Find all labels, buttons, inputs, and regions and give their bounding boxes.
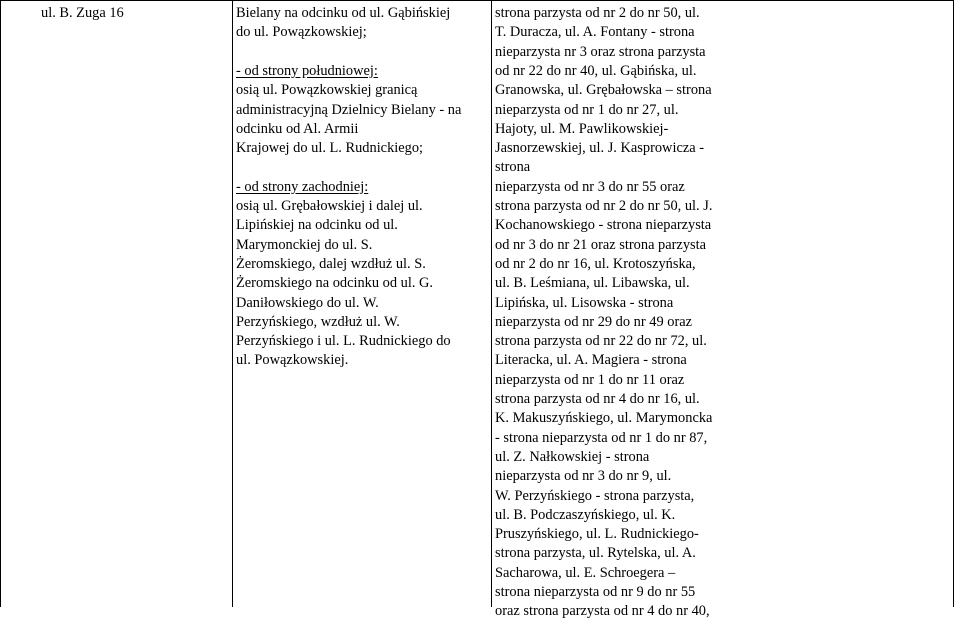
boundary-line: administracyjną Dzielnicy Bielany - na xyxy=(236,101,462,118)
boundary-line: Lipińskiej na odcinku od ul. xyxy=(236,217,398,234)
street-line: nieparzysta od nr 1 do nr 27, ul. xyxy=(495,101,679,118)
boundary-line: Krajowej do ul. L. Rudnickiego; xyxy=(236,140,424,157)
boundary-line: osią ul. Powązkowskiej granicą xyxy=(236,82,418,99)
street-line: nieparzysta nr 3 oraz strona parzysta xyxy=(495,43,706,60)
street-line: Jasnorzewskiej, ul. J. Kasprowicza - xyxy=(495,140,705,157)
boundary-line: - od strony zachodniej: xyxy=(236,178,369,195)
street-line: - strona nieparzysta od nr 1 do nr 87, xyxy=(495,429,708,446)
column-boundary xyxy=(233,0,492,607)
street-line: od nr 3 do nr 21 oraz strona parzysta xyxy=(495,236,706,253)
street-line: nieparzysta od nr 1 do nr 11 oraz xyxy=(495,371,685,388)
street-line: strona parzysta od nr 22 do nr 72, ul. xyxy=(495,333,707,350)
street-line: W. Perzyńskiego - strona parzysta, xyxy=(495,487,695,504)
street-line: nieparzysta od nr 3 do nr 9, ul. xyxy=(495,468,672,485)
boundary-line: Marymonckiej do ul. S. xyxy=(236,236,373,253)
boundary-line: Bielany na odcinku od ul. Gąbińskiej xyxy=(236,5,451,21)
street-line: ul. Z. Nałkowskiej - strona xyxy=(495,448,650,465)
row-label: ul. B. Zuga 16 xyxy=(41,5,124,21)
boundary-line: Daniłowskiego do ul. W. xyxy=(236,294,379,311)
street-line: oraz strona parzysta od nr 4 do nr 40, xyxy=(495,603,710,620)
street-line: Sacharowa, ul. E. Schroegera – xyxy=(495,564,676,581)
street-line: strona parzysta od nr 2 do nr 50, ul. xyxy=(495,5,700,21)
street-line: strona xyxy=(495,159,531,176)
boundary-line: Żeromskiego na odcinku od ul. G. xyxy=(236,275,434,292)
street-line: strona nieparzysta od nr 9 do nr 55 xyxy=(495,584,696,600)
street-line: strona parzysta, ul. Rytelska, ul. A. xyxy=(495,545,696,562)
street-line: Granowska, ul. Grębałowska – strona xyxy=(495,82,712,99)
street-line: K. Makuszyńskiego, ul. Marymoncka xyxy=(495,410,713,427)
street-line: Lipińska, ul. Lisowska - strona xyxy=(495,294,674,311)
street-line: strona parzysta od nr 2 do nr 50, ul. J. xyxy=(495,198,713,214)
column-streets xyxy=(492,0,954,620)
boundary-line: Perzyńskiego i ul. L. Rudnickiego do xyxy=(236,333,451,350)
boundary-line: ul. Powązkowskiej. xyxy=(236,352,349,369)
street-line: Literacka, ul. A. Magiera - strona xyxy=(495,352,687,369)
street-line: Kochanowskiego - strona nieparzysta xyxy=(495,217,712,234)
street-line: Pruszyńskiego, ul. L. Rudnickiego- xyxy=(495,526,699,543)
street-line: ul. B. Podczaszyńskiego, ul. K. xyxy=(495,506,676,523)
street-line: od nr 2 do nr 16, ul. Krotoszyńska, xyxy=(495,255,696,272)
street-line: od nr 22 do nr 40, ul. Gąbińska, ul. xyxy=(495,62,697,79)
boundary-line: Perzyńskiego, wzdłuż ul. W. xyxy=(236,313,400,330)
street-line: nieparzysta od nr 3 do nr 55 oraz xyxy=(495,178,685,195)
street-line: ul. B. Leśmiana, ul. Libawska, ul. xyxy=(495,275,690,292)
boundary-line: Żeromskiego, dalej wzdłuż ul. S. xyxy=(236,255,426,272)
street-line: Hajoty, ul. M. Pawlikowskiej- xyxy=(495,120,669,137)
boundary-line: osią ul. Grębałowskiej i dalej ul. xyxy=(236,198,423,214)
street-line: T. Duracza, ul. A. Fontany - strona xyxy=(495,24,695,41)
boundary-line: odcinku od Al. Armii xyxy=(236,120,359,137)
street-line: nieparzysta od nr 29 do nr 49 oraz xyxy=(495,313,693,330)
street-line: strona parzysta od nr 4 do nr 16, ul. xyxy=(495,391,700,407)
boundary-line: do ul. Powązkowskiej; xyxy=(236,24,367,41)
boundary-line: - od strony południowej: xyxy=(236,62,378,79)
column-label xyxy=(0,0,233,607)
